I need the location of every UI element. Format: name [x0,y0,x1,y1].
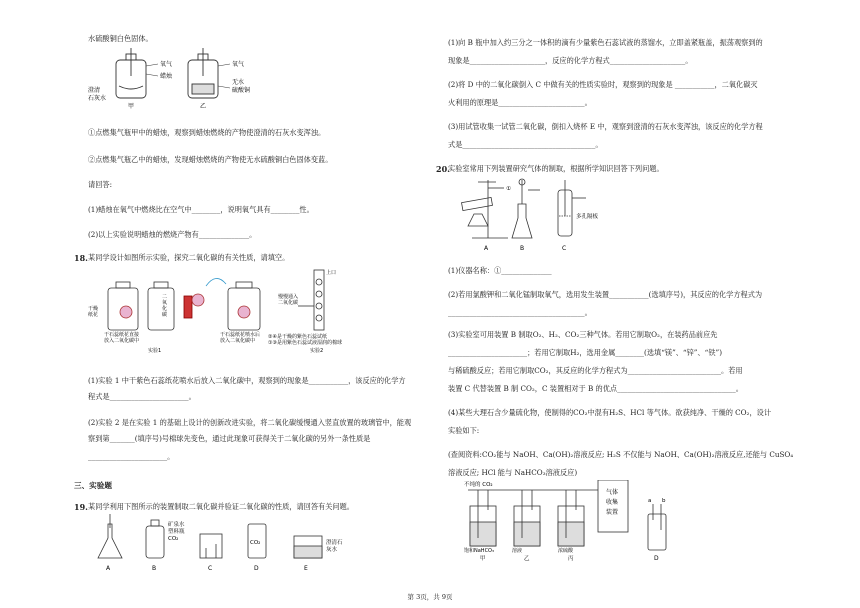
question-item: (2)以上实验说明蜡烛的燃烧产物有______________。 [88,230,257,239]
fig-label: D [254,565,259,572]
figure-purification-train [448,480,678,564]
question-stem: 实验室常用下列装置研究气体的制取，根据所学知识回答下列问题。 [448,164,664,173]
question-item: (3)用试管收集一试管二氧化碳，倒扣入烧杯 E 中，观察到澄清的石灰水变浑浊，该反应的化学方程 [448,122,763,131]
fig-label: 化 [162,306,168,312]
fig-label: 碳 [162,312,168,318]
question-number: 19. [74,502,88,512]
fig-label: 二 [162,294,168,300]
fig-label: 硫酸铜 [232,87,251,94]
fig-label: 澄清石 [326,540,343,546]
fig-label: 塑料瓶 [168,529,185,535]
fig-label: 乙 [524,556,530,562]
figure-candle-bottles [88,46,258,116]
fig-label: 放入二氧化碳中 [104,338,140,344]
question-item: (2)若用氯酸钾和二氧化锰制取氧气，选用发生装置___________(选填序号)，其反应的化学方程式为 [448,290,763,299]
fig-label: 装置 [606,509,619,516]
text-line: 水硫酸铜白色固体。 [88,34,153,43]
question-item: 察到第_______(填序号)号棉球先变色，通过此现象可获得关于二氧化碳的另外一条性质是 [88,434,371,443]
fig-label: 澄清 [88,87,101,94]
question-item: 装置 C 代替装置 B 制 CO₂，C 装置相对于 B 的优点_________________________________。 [448,384,743,393]
question-item: 实验如下: [448,426,480,435]
fig-label: 灰水 [326,547,338,553]
fig-label: 甲 [480,556,486,562]
fig-label: 干石蕊纸花喷水后 [220,332,261,338]
fig-label: 丙 [568,556,574,562]
fig-label: A [484,245,489,252]
question-item: ______________________________________。 [448,308,592,317]
fig-label: 蜡烛 [160,73,173,80]
fig-label: 无水 [232,79,245,86]
fig-label: CO₂ [168,536,179,542]
question-item: (1)仪器名称：①______________ [448,266,552,275]
fig-label: 二氧化碳 [278,300,299,306]
fig-label: ①③是用紫色石蕊试液湿润的棉球 [268,340,342,346]
fig-label: 不纯的 CO₂ [464,482,493,488]
question-item: (1)向 B 瓶中加入约三分之一体积的滴有少量紫色石蕊试液的蒸馏水，立即盖紧瓶盖，振荡观察到的 [448,38,763,47]
note: (查阅资料:CO₂能与 NaOH、Ca(OH)₂溶液反应; H₂S 不仅能与 NaOH、Ca(OH)₂溶液反应,还能与 CuSO₄ [448,450,794,459]
fig-label: 甲 [128,103,135,110]
fig-label: 干燥 [88,306,99,312]
question-item: 火利用的原理是________________________。 [448,98,592,107]
fig-label: 溶液 [512,548,523,554]
question-stem: 某同学设计如图所示实验，探究二氧化碳的有关性质，请填空。 [88,253,290,262]
fig-label: ① [506,186,511,192]
question-item: (3)实验室可用装置 B 制取O₂、H₂、CO₂三种气体。若用它制取O₂，在装药品前应先 [448,330,718,339]
fig-label: 乙 [200,103,207,110]
paragraph: 请回答: [88,180,112,189]
fig-label: 氧 [162,300,168,306]
question-item: (1)实验 1 中干紫色石蕊纸花喷水后放入二氧化碳中，观察到的现象是___________，该反应的化学方 [88,376,406,385]
fig-label: C [208,565,213,572]
fig-label: ②④是干燥的紫色石蕊试纸 [268,334,327,340]
fig-label: 干石蕊纸花直接 [104,332,140,338]
fig-label: 慢慢通入 [278,294,299,300]
fig-label: 浓硫酸 [558,548,574,554]
fig-label: 实验1 [148,348,162,354]
fig-label: 多孔隔板 [576,214,599,220]
paragraph: ①点燃集气瓶甲中的蜡烛，观察到蜡烛燃烧的产物使澄清的石灰水变浑浊。 [88,128,326,137]
fig-label: 石灰水 [88,95,107,102]
fig-label: 氧气 [160,61,173,68]
question-stem: 某同学利用下图所示的装置制取二氧化碳并验证二氧化碳的性质，请回答有关问题。 [88,502,354,511]
question-item: 与稀硫酸反应；若用它制取CO₂，其反应的化学方程式为__________________________。若用 [448,366,743,375]
figure-co2-experiment [88,266,358,354]
fig-label: 上口 [326,270,337,276]
paragraph: ②点燃集气瓶乙中的蜡烛，发现蜡烛燃烧的产物使无水硫酸铜白色固体变蓝。 [88,155,333,164]
fig-label: E [304,565,308,572]
question-item: 式是_____________________________________。 [448,140,603,149]
question-item: 程式是______________________。 [88,392,196,401]
fig-label: 饱和NaHCO₃ [464,548,494,554]
note: 溶液反应; HCl 能与 NaHCO₃溶液反应) [448,468,578,477]
question-item: 现象是_____________________，反应的化学方程式_____________________。 [448,56,693,65]
question-item: ______________________。 [88,452,175,461]
question-item: (2)实验 2 是在实验 1 的基础上设计的创新改进实验，将二氧化碳缓慢通入竖直放置的玻璃管中，能观 [88,418,412,427]
question-item: (4)某些大理石含少量硫化物，使制得的CO₂中混有H₂S、HCl 等气体。欲获纯净、干燥的 CO₂，设计 [448,408,772,417]
question-number: 18. [74,253,88,263]
fig-label: 氧气 [232,61,245,68]
fig-label: CO₂ [250,540,261,546]
question-item: (2)将 D 中的二氧化碳倒入 C 中做有关的性质实验时，观察到的现象是 ___________，二氧化碳灭 [448,80,758,89]
fig-label: 放入二氧化碳中 [220,338,256,344]
fig-label: A [106,565,111,572]
fig-label: C [562,245,567,252]
fig-label: 收集 [606,499,619,506]
fig-label: 气体 [606,489,619,496]
question-number: 20. [436,164,450,174]
page-footer: 第 3页，共 9页 [407,593,453,601]
fig-label: a [648,498,652,504]
fig-label: b [662,498,666,504]
question-item: ______________________；若用它制取H₂，选用金属________(选填“镁”、“锌”、“铁”) [448,348,722,357]
fig-label: 纸花 [88,312,99,318]
fig-label: D [654,555,659,562]
fig-label: 实验2 [310,348,324,354]
fig-label: B [152,565,157,572]
question-item: (1)蜡烛在氧气中燃烧比在空气中________，说明氧气具有________性。 [88,205,314,214]
section-heading: 三、实验题 [74,481,112,490]
fig-label: 矿泉水 [168,522,185,528]
fig-label: B [520,245,525,252]
figure-apparatus-19 [88,514,358,572]
figure-gas-apparatus [448,176,618,254]
